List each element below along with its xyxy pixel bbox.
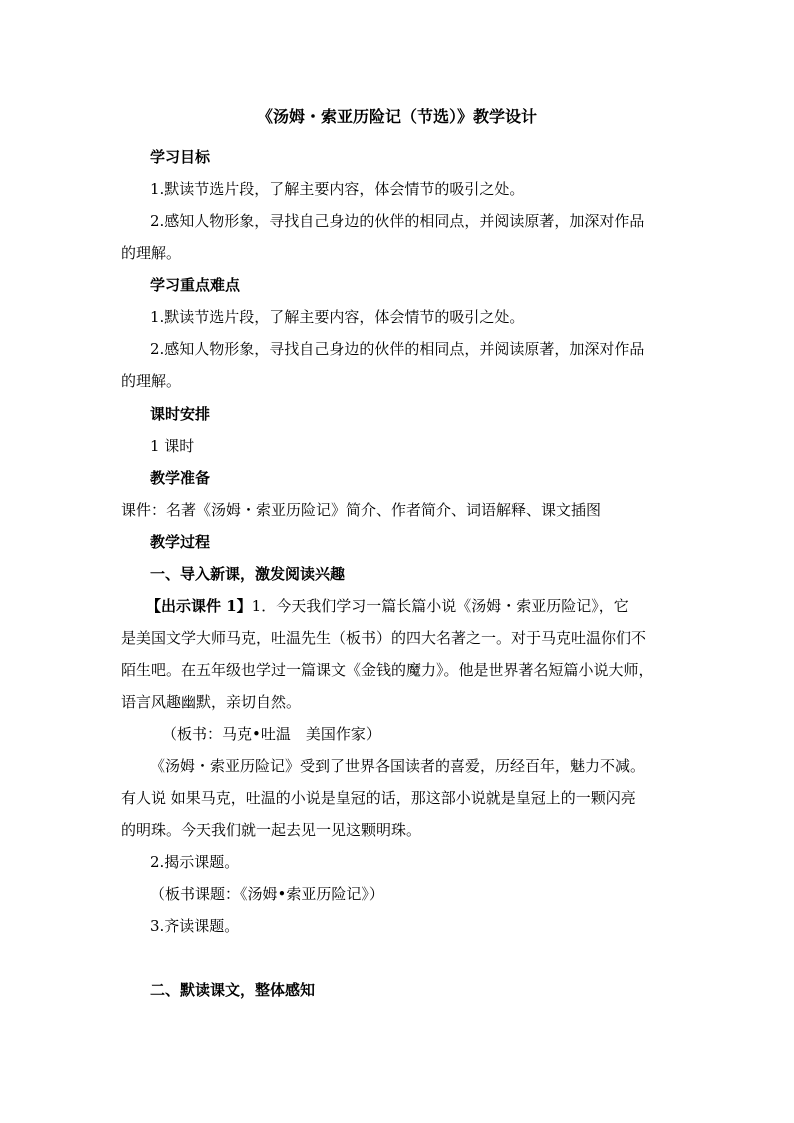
step1-paragraph-line-2: 是美国文学大师马克，吐温先生（板书）的四大名著之一。对于马克吐温你们不 <box>121 629 647 647</box>
step1-paragraph-text-1: 1．今天我们学习一篇长篇小说《汤姆・索亚历险记》，它 <box>251 597 629 615</box>
prep-value: 课件：名著《汤姆・索亚历险记》简介、作者简介、词语解释、课文插图 <box>121 501 602 519</box>
key-item-1: 1.默读节选片段，了解主要内容，体会情节的吸引之处。 <box>150 308 525 326</box>
step1-heading: 一、导入新课，激发阅读兴趣 <box>150 565 346 583</box>
document-title: 《汤姆・索亚历险记（节选）》教学设计 <box>256 107 537 126</box>
step1-paragraph-line-3: 陌生吧。在五年级也学过一篇课文《金钱的魔力》。他是世界著名短篇小说大师， <box>121 661 654 679</box>
prep-heading: 教学准备 <box>150 469 211 487</box>
key-item-2: 2.感知人物形象，寻找自己身边的伙伴的相同点，并阅读原著，加深对作品 <box>150 340 645 358</box>
process-heading: 教学过程 <box>150 533 211 551</box>
schedule-value: 1 课时 <box>150 437 195 455</box>
step1-paragraph-line-1 <box>146 595 629 617</box>
courseware-label: 【出示课件 1】 <box>146 597 252 615</box>
step1-paragraph-line-4: 语言风趣幽默，亲切自然。 <box>121 693 302 711</box>
step2-heading: 二、默读课文，整体感知 <box>150 981 316 999</box>
key-item-2-cont: 的理解。 <box>121 372 182 390</box>
step1-board-title: （板书课题：《汤姆•索亚历险记》） <box>150 885 384 903</box>
step1-item-3: 3.齐读课题。 <box>150 917 240 935</box>
key-heading: 学习重点难点 <box>150 276 241 294</box>
schedule-heading: 课时安排 <box>150 405 211 423</box>
step1-paragraph2-line-1: 《汤姆・索亚历险记》受到了世界各国读者的喜爱，历经百年，魅力不减。 <box>150 757 646 775</box>
goal-item-2-cont: 的理解。 <box>121 244 182 262</box>
step1-paragraph2-line-3: 的明珠。今天我们就一起去见一见这颗明珠。 <box>121 821 422 839</box>
goals-heading: 学习目标 <box>150 148 211 166</box>
step1-board-note: （板书：马克•吐温 美国作家） <box>162 725 381 743</box>
step1-item-2: 2.揭示课题。 <box>150 853 240 871</box>
goal-item-1: 1.默读节选片段，了解主要内容，体会情节的吸引之处。 <box>150 180 525 198</box>
goal-item-2: 2.感知人物形象，寻找自己身边的伙伴的相同点，并阅读原著，加深对作品 <box>150 212 645 230</box>
step1-paragraph2-line-2: 有人说 如果马克，吐温的小说是皇冠的话，那这部小说就是皇冠上的一颗闪亮 <box>121 789 636 807</box>
